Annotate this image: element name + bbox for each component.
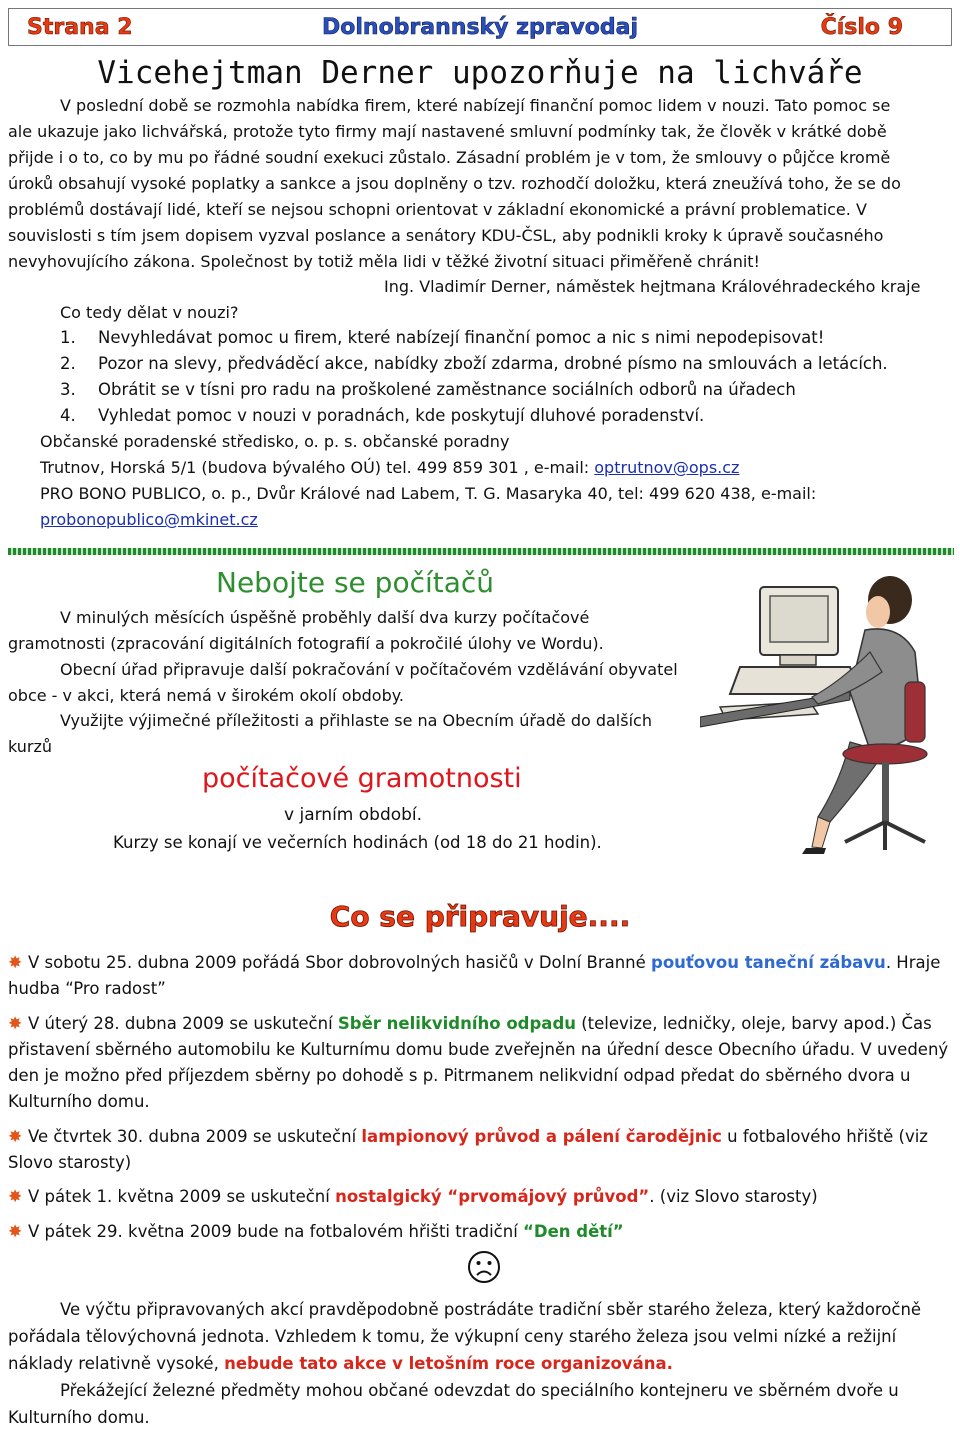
section-divider	[8, 548, 954, 555]
text-run: “Den dětí”	[523, 1222, 624, 1241]
event-item	[8, 1011, 954, 1115]
event-item	[8, 1219, 954, 1245]
advice-number: 1.	[60, 328, 76, 347]
text-run: se uskuteční	[221, 1187, 336, 1206]
contact-probono-email-line	[40, 510, 258, 529]
iron-container-text: Překážející železné předměty mohou občané odevzdat do speciálního kontejneru ve sběrném dvoře u Kulturního domu.	[8, 1381, 899, 1427]
advice-item	[60, 380, 796, 399]
text-run: nostalgický “prvomájový průvod”	[335, 1187, 650, 1206]
text-run: . Hraje hudba “Pro radost”	[8, 953, 941, 998]
event-item	[8, 1184, 954, 1210]
text-run: , který každoročně pořádala tělovýchovná jednota. Vzhledem k tomu, že výkupní ceny starého železa jsou velmi nízké a režijní náklady relativně vysoké,	[8, 1300, 922, 1373]
iron-container-notice	[8, 1377, 954, 1431]
advice-item	[60, 406, 704, 425]
article1-line: souvislosti s tím jsem dopisem vyzval poslance a senátory KDU-ČSL, aby podnikli kroky k úpravě současného	[8, 226, 884, 245]
computer-user-illustration	[700, 572, 950, 872]
advice-number: 4.	[60, 406, 76, 425]
text-run: se uskuteční	[247, 1127, 362, 1146]
article2-p1b: gramotnosti (zpracování digitálních fotografií a pokročilé úlohy ve Wordu).	[8, 634, 604, 653]
sad-face-icon	[467, 1250, 501, 1284]
article1-line: V poslední době se rozmohla nabídka firem, které nabízejí finanční pomoc lidem v nouzi. Tato pomoc se	[60, 96, 891, 115]
sun-bullet-icon: ✸	[8, 1222, 23, 1242]
article1-question: Co tedy dělat v nouzi?	[60, 303, 239, 322]
article1-title: Vicehejtman Derner upozorňuje na lichváře	[97, 55, 863, 91]
advice-number: 3.	[60, 380, 76, 399]
text-run: (televize, ledničky, oleje, barvy apod.) Čas přistavení sběrného automobilu ke Kulturnímu domu bude zveřejněn na úřední desce Obecního úřadu. V uvedený den je možno před příjezdem sběrny po dohodě s p. Pitrmanem nelikvidní odpad předat do sběrného dvora u Kulturního domu.	[8, 1014, 949, 1111]
sun-bullet-icon: ✸	[8, 1127, 23, 1147]
text-run: pátek 29. května 2009	[44, 1222, 232, 1241]
page-number: Strana 2	[27, 15, 133, 40]
advice-item	[60, 354, 888, 373]
iron-collection-notice	[8, 1296, 954, 1377]
text-run: pořádá Sbor dobrovolných hasičů v Dolní Branné	[236, 953, 652, 972]
contact-probono: PRO BONO PUBLICO, o. p., Dvůr Králové nad Labem, T. G. Masaryka 40, tel: 499 620 438, e-mail:	[40, 484, 817, 503]
sun-bullet-icon: ✸	[8, 953, 23, 973]
text-run: bude na fotbalovém hřišti tradiční	[231, 1222, 524, 1241]
advice-number: 2.	[60, 354, 76, 373]
text-run: úterý 28. dubna 2009	[44, 1014, 225, 1033]
advice-text: Obrátit se v tísni pro radu na proškolené zaměstnance sociálních odborů na úřadech	[98, 380, 796, 399]
text-run: lampionový průvod a pálení čarodějnic	[361, 1127, 722, 1146]
advice-item	[60, 328, 824, 347]
article2-p1a: V minulých měsících úspěšně proběhly další dva kurzy počítačové	[60, 608, 590, 627]
article1-line: úroků obsahují vysoké poplatky a sankce a jsou doplněny o tzv. rozhodčí doložku, která zneužívá toho, že se do	[8, 174, 901, 193]
article2-p2a: Obecní úřad připravuje další pokračování v počítačovém vzdělávání obyvatel	[60, 660, 678, 679]
article2-p2b: obce - v akci, která nemá v širokém okolí obdoby.	[8, 686, 405, 705]
sun-bullet-icon: ✸	[8, 1187, 23, 1207]
article1-line: problémů dostávají lidé, kteří se nejsou schopni orientovat v základní ekonomické a právní problematice. V	[8, 200, 867, 219]
text-run: V	[28, 1014, 45, 1033]
email-link-trutnov[interactable]: optrutnov@ops.cz	[594, 458, 740, 477]
advice-text: Nevyhledávat pomoc u firem, které nabízejí finanční pomoc a nic s nimi nepodepisovat!	[98, 328, 825, 347]
event-item	[8, 950, 954, 1002]
text-run: Ve výčtu připravovaných akcí pravděpodobně postrádáte tradiční	[60, 1300, 607, 1319]
article2-title: Nebojte se počítačů	[216, 566, 495, 599]
article1-line: přijde i o to, co by mu po řádné soudní exekuci zůstalo. Zásadní problém je v tom, že smlouvy o půjčce kromě	[8, 148, 891, 167]
contact-trutnov-text: Trutnov, Horská 5/1 (budova bývalého OÚ) tel. 499 859 301 , e-mail:	[40, 458, 595, 477]
newsletter-title: Dolnobrannský zpravodaj	[321, 15, 639, 40]
course-hours: Kurzy se konají ve večerních hodinách (od 18 do 21 hodin).	[113, 833, 602, 852]
text-run: pouťovou taneční zábavu	[651, 953, 886, 972]
article1-line: ale ukazuje jako lichvářská, protože tyto firmy mají nastavené smluvní podmínky tak, že člověk v krátké době	[8, 122, 887, 141]
contact-org: Občanské poradenské středisko, o. p. s. občanské poradny	[40, 432, 510, 451]
page-header	[8, 8, 952, 46]
text-run: V	[28, 1222, 45, 1241]
text-run: nebude tato akce v letošním roce organizována.	[224, 1354, 673, 1373]
event-item	[8, 1124, 954, 1176]
text-run: sběr starého železa	[606, 1300, 768, 1319]
text-run: čtvrtek 30. dubna 2009	[53, 1127, 248, 1146]
sun-bullet-icon: ✸	[8, 1014, 23, 1034]
advice-text: Vyhledat pomoc v nouzi v poradnách, kde poskytují dluhové poradenství.	[98, 406, 705, 425]
text-run: V	[28, 1187, 45, 1206]
text-run: Sběr nelikvidního odpadu	[337, 1014, 576, 1033]
email-link-probono[interactable]: probonopublico@mkinet.cz	[40, 510, 258, 529]
article3-title: Co se připravuje....	[329, 900, 631, 933]
article1-line: nevyhovujícího zákona. Společnost by totiž měla lidi v těžké životní situaci přiměřeně chránit!	[8, 252, 760, 271]
issue-number: Číslo 9	[820, 15, 903, 40]
course-highlight: počítačové gramotnosti	[202, 763, 522, 794]
article2-p3a: Využijte výjimečné příležitosti a přihlaste se na Obecním úřadě do dalších	[60, 711, 652, 730]
text-run: . (viz Slovo starosty)	[649, 1187, 818, 1206]
text-run: u fotbalového hřiště (viz Slovo starosty)	[8, 1127, 928, 1172]
text-run: Ve	[28, 1127, 54, 1146]
contact-trutnov	[40, 458, 739, 477]
article1-signature: Ing. Vladimír Derner, náměstek hejtmana Královéhradeckého kraje	[384, 277, 921, 296]
article2-p3b: kurzů	[8, 737, 53, 756]
course-season: v jarním období.	[284, 805, 423, 825]
text-run: pátek 1. května 2009	[44, 1187, 222, 1206]
advice-text: Pozor na slevy, předváděcí akce, nabídky zboží zdarma, drobné písmo na smlouvách a letácích.	[98, 354, 888, 373]
text-run: V	[28, 953, 45, 972]
text-run: sobotu 25. dubna 2009	[44, 953, 237, 972]
text-run: se uskuteční	[224, 1014, 338, 1033]
